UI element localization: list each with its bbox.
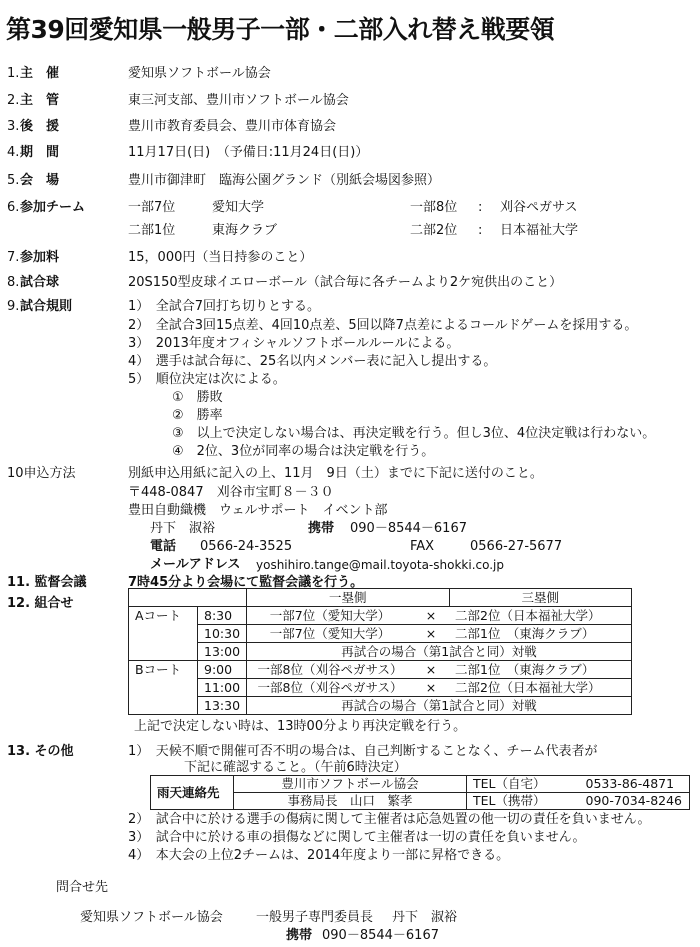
other-item: 1） 天候不順で開催可否不明の場合は、自己判断することなく、チーム代表者が xyxy=(128,744,598,759)
table-row xyxy=(129,661,632,679)
team-rank: 二部2位 xyxy=(410,223,458,238)
rain-tel-mobile: 090-7034-8246 xyxy=(585,793,683,808)
section-number: 8. xyxy=(7,275,20,290)
contact-mobile: 090－8544－6167 xyxy=(322,928,439,943)
rain-tel-home-label: TEL（自宅） xyxy=(473,776,546,791)
section-value: 20S150型皮球イエローボール（試合毎に各チームより2ケ宛供出のこと） xyxy=(128,275,563,290)
contact-heading: 問合せ先 xyxy=(56,880,109,895)
team-name: 愛知大学 xyxy=(212,200,265,215)
team-rank: 一部7位 xyxy=(128,200,176,215)
section-number: 1. xyxy=(7,66,20,81)
rain-contact-org: 豊川市ソフトボール協会 xyxy=(234,776,467,793)
application-phone-label: 電話 xyxy=(150,539,177,554)
rule-item: 1） 全試合7回打ち切りとする。 xyxy=(128,299,321,314)
section-number: 13. その他 xyxy=(7,744,74,759)
contact-role: 一般男子専門委員長 xyxy=(256,910,374,925)
table-row xyxy=(129,679,632,697)
table-row xyxy=(129,625,632,643)
application-email: yoshihiro.tange@mail.toyota-shokki.co.jp xyxy=(256,558,504,572)
game-time: 9:00 xyxy=(198,661,247,679)
section-value: 15，000円（当日持参のこと） xyxy=(128,250,313,265)
section-number: 11. 監督会議 xyxy=(7,575,87,590)
rain-contact-officer: 事務局長 山口 繁孝 xyxy=(234,793,467,810)
section-label: 主 管 xyxy=(20,93,60,108)
home-team: 一部7位（愛知大学） xyxy=(247,607,414,625)
team-name: 東海クラブ xyxy=(212,223,278,238)
home-team: 一部8位（刈谷ペガサス） xyxy=(247,679,414,697)
section-label: 試合規則 xyxy=(20,299,73,314)
game-time: 10:30 xyxy=(198,625,247,643)
rematch-note: 再試合の場合（第1試合と同）対戦 xyxy=(247,697,632,715)
table-row xyxy=(129,697,632,715)
versus-mark: × xyxy=(413,607,449,625)
table-row xyxy=(129,589,632,607)
contact-person: 丹下 淑裕 xyxy=(392,910,458,925)
third-base-side-header: 三塁側 xyxy=(449,589,632,607)
game-time: 11:00 xyxy=(198,679,247,697)
section-number: 10申込方法 xyxy=(7,466,76,481)
table-row xyxy=(129,607,632,625)
application-email-label: メールアドレス xyxy=(150,557,241,572)
rule-item: 3） 2013年度オフィシャルソフトボールルールによる。 xyxy=(128,336,460,351)
team-rank: 二部1位 xyxy=(128,223,176,238)
matchup-table xyxy=(128,588,632,715)
section-value: 7時45分より会場にて監督会議を行う。 xyxy=(128,575,364,590)
application-fax-label: FAX xyxy=(410,539,435,554)
section-label: 試合球 xyxy=(20,275,60,290)
application-address: 〒448-0847 刈谷市宝町８－３０ xyxy=(128,485,334,500)
rematch-note: 再試合の場合（第1試合と同）対戦 xyxy=(247,643,632,661)
versus-mark: × xyxy=(413,625,449,643)
team-colon: : xyxy=(478,200,483,215)
section-number: 12. 組合せ xyxy=(7,596,74,611)
home-team: 一部7位（愛知大学） xyxy=(247,625,414,643)
court-name: Aコート xyxy=(129,607,198,661)
away-team: 二部2位（日本福祉大学） xyxy=(449,607,632,625)
section-number: 7. xyxy=(7,250,20,265)
versus-mark: × xyxy=(413,679,449,697)
away-team: 二部2位（日本福祉大学） xyxy=(449,679,632,697)
table-row xyxy=(151,776,690,793)
rule-item: 2） 全試合3回15点差、4回10点差、5回以降7点差によるコールドゲームを採用する。 xyxy=(128,318,638,333)
team-colon: : xyxy=(478,223,483,238)
section-label: 主 催 xyxy=(20,66,60,81)
team-name: 日本福祉大学 xyxy=(500,223,579,238)
first-base-side-header: 一塁側 xyxy=(247,589,450,607)
contact-mobile-label: 携帯 xyxy=(286,928,313,943)
subrule-item: ① 勝敗 xyxy=(172,390,223,405)
section-number: 4. xyxy=(7,145,20,160)
other-item-continued: 下記に確認すること。（午前6時決定） xyxy=(184,760,407,775)
subrule-item: ② 勝率 xyxy=(172,408,223,423)
application-line: 別紙申込用紙に記入の上、11月 9日（土）までに下記に送付のこと。 xyxy=(128,466,543,481)
rain-contact-table xyxy=(150,775,690,810)
away-team: 二部1位 （東海クラブ） xyxy=(449,661,632,679)
section-label: 参加料 xyxy=(20,250,60,265)
away-team: 二部1位 （東海クラブ） xyxy=(449,625,632,643)
subrule-item: ④ 2位、3位が同率の場合は決定戦を行う。 xyxy=(172,444,435,459)
application-mobile-label: 携帯 xyxy=(308,521,335,536)
section-number: 9. xyxy=(7,299,20,314)
section-number: 2. xyxy=(7,93,20,108)
section-label: 期 間 xyxy=(20,145,60,160)
application-phone: 0566-24-3525 xyxy=(200,539,293,554)
section-label: 後 援 xyxy=(20,119,60,134)
rule-item: 5） 順位決定は次による。 xyxy=(128,372,286,387)
section-value: 豊川市教育委員会、豊川市体育協会 xyxy=(128,119,337,134)
section-value: 東三河支部、豊川市ソフトボール協会 xyxy=(128,93,349,108)
section-value: 豊川市御津町 臨海公園グランド（別紙会場図参照） xyxy=(128,173,441,188)
application-person: 丹下 淑裕 xyxy=(150,521,216,536)
rain-tel-mobile-label: TEL（携帯） xyxy=(473,793,546,808)
application-company: 豊田自動織機 ウェルサポート イベント部 xyxy=(128,503,388,518)
rain-tel-home: 0533-86-4871 xyxy=(585,776,675,791)
versus-mark: × xyxy=(413,661,449,679)
section-value: 11月17日(日) （予備日:11月24日(日)） xyxy=(128,145,369,160)
section-number: 5. xyxy=(7,173,20,188)
section-value: 愛知県ソフトボール協会 xyxy=(128,66,271,81)
rain-contact-heading: 雨天連絡先 xyxy=(151,776,234,810)
game-time: 13:00 xyxy=(198,643,247,661)
document-title: 第39回愛知県一般男子一部・二部入れ替え戦要領 xyxy=(6,15,555,44)
other-item: 4） 本大会の上位2チームは、2014年度より一部に昇格できる。 xyxy=(128,848,510,863)
section-label: 会 場 xyxy=(20,173,60,188)
matchup-note: 上記で決定しない時は、13時00分より再決定戦を行う。 xyxy=(134,719,467,734)
application-mobile: 090－8544－6167 xyxy=(350,521,467,536)
section-number: 3. xyxy=(7,119,20,134)
game-time: 13:30 xyxy=(198,697,247,715)
contact-org: 愛知県ソフトボール協会 xyxy=(80,910,223,925)
court-name: Bコート xyxy=(129,661,198,715)
table-row xyxy=(129,643,632,661)
game-time: 8:30 xyxy=(198,607,247,625)
section-label: 参加チーム xyxy=(20,200,86,215)
other-item: 3） 試合中に於ける車の損傷などに関して主催者は一切の責任を負いません。 xyxy=(128,830,586,845)
section-number: 6. xyxy=(7,200,20,215)
application-fax: 0566-27-5677 xyxy=(470,539,563,554)
team-rank: 一部8位 xyxy=(410,200,458,215)
home-team: 一部8位（刈谷ペガサス） xyxy=(247,661,414,679)
subrule-item: ③ 以上で決定しない場合は、再決定戦を行う。但し3位、4位決定戦は行わない。 xyxy=(172,426,656,441)
other-item: 2） 試合中に於ける選手の傷病に関して主催者は応急処置の他一切の責任を負いません。 xyxy=(128,812,651,827)
rule-item: 4） 選手は試合毎に、25名以内メンバー表に記入し提出する。 xyxy=(128,354,497,369)
team-name: 刈谷ペガサス xyxy=(500,200,578,215)
